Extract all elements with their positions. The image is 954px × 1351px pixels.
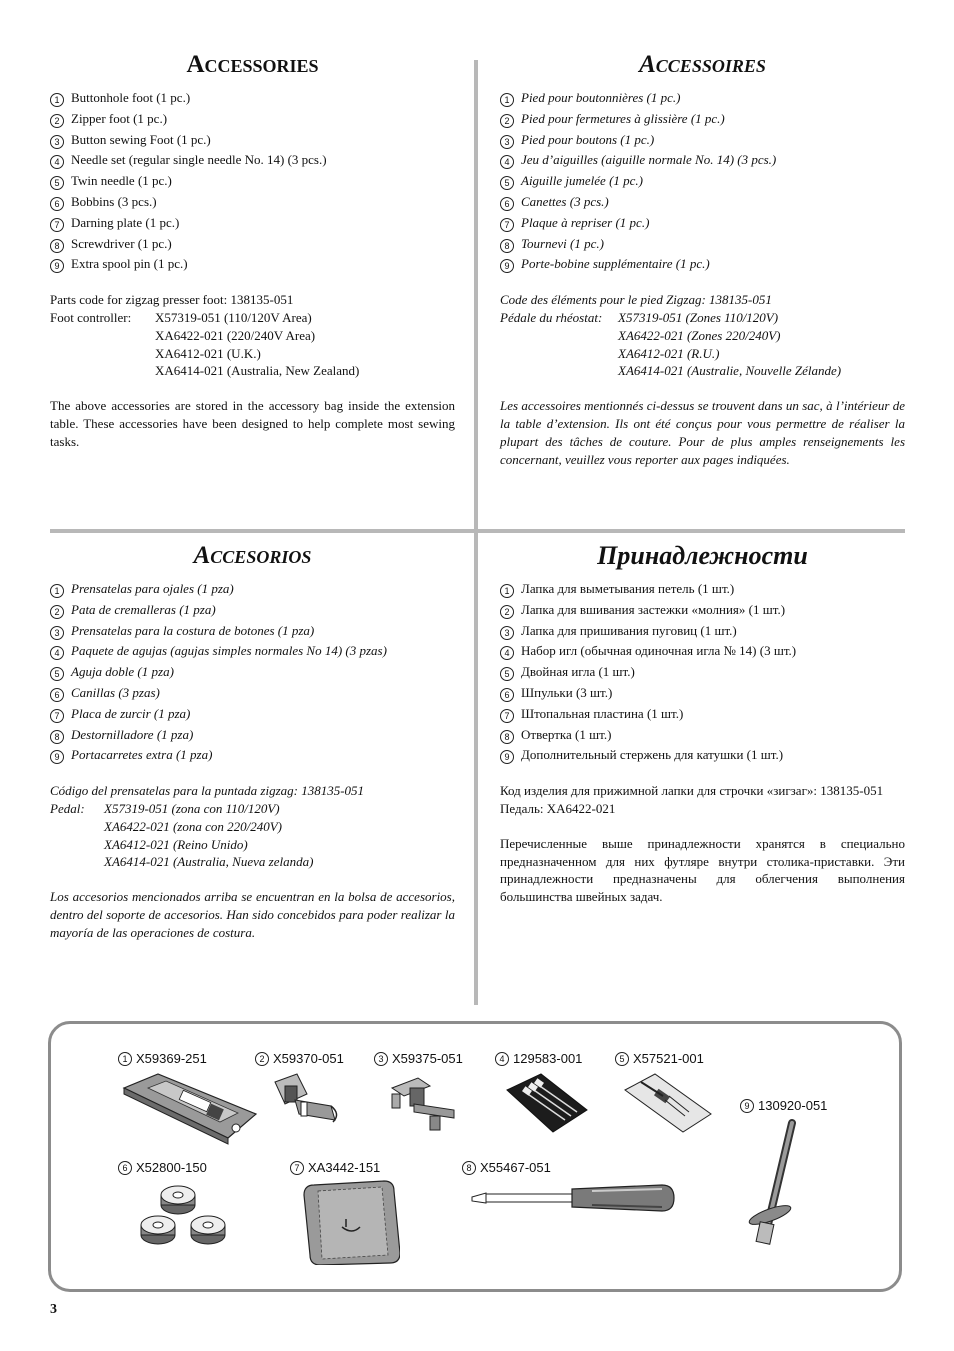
item-number: 9	[500, 259, 514, 273]
list-item: 4 Jeu d’aiguilles (aiguille normale No. 14) (3 pcs.)	[500, 150, 905, 171]
parts-code: Code des éléments pour le pied Zigzag: 138135-051	[500, 292, 772, 308]
part-twin-needle	[615, 1051, 715, 1136]
bobbins-icon	[118, 1175, 238, 1255]
list-item: 9 Portacarretes extra (1 pza)	[50, 745, 455, 766]
list-item: 2 Pied pour fermetures à glissière (1 pc.)	[500, 109, 905, 130]
item-number: 1	[50, 584, 64, 598]
list-item: 3 Prensatelas para la costura de botones (1 pza)	[50, 621, 455, 642]
list-item: 2 Zipper foot (1 pc.)	[50, 109, 455, 130]
list-item: 8 Отвертка (1 шт.)	[500, 725, 905, 746]
part-needle-set	[495, 1051, 595, 1136]
part-number: 1	[118, 1052, 132, 1066]
item-number: 9	[50, 259, 64, 273]
foot-code: X57319-051 (zona con 110/120V)	[104, 800, 280, 816]
buttonhole-foot-icon	[118, 1066, 258, 1146]
list-item: 1 Pied pour boutonnières (1 pc.)	[500, 88, 905, 109]
section-title: Accesorios	[193, 542, 312, 569]
part-number: 3	[374, 1052, 388, 1066]
part-bobbins	[118, 1160, 238, 1255]
part-number: 2	[255, 1052, 269, 1066]
parts-code: Код изделия для прижимной лапки для строчки «зигзаг»: 138135-051	[500, 783, 884, 799]
foot-code: XA6412-021 (U.K.)	[155, 345, 261, 361]
part-number: 5	[615, 1052, 629, 1066]
list-item: 5 Twin needle (1 pc.)	[50, 171, 455, 192]
item-number: 3	[50, 135, 64, 149]
list-item: 3 Лапка для пришивания пуговиц (1 шт.)	[500, 621, 905, 642]
section-spanish	[50, 541, 455, 955]
description: Les accessoires mentionnés ci-dessus se trouvent dans un sac, à l’intérieur de la table d’extension. Ils ont été conçus pour vous permettre de réaliser la plupart des tâches de couture. Pour de plus amples renseignements les concernant, veuillez vous reporter aux pages indiquées.	[500, 398, 905, 467]
part-code: X57521-001	[633, 1051, 704, 1066]
item-number: 8	[500, 730, 514, 744]
twin-needle-icon	[615, 1066, 715, 1136]
list-item: 2 Лапка для вшивания застежки «молния» (1 шт.)	[500, 600, 905, 621]
item-number: 8	[50, 239, 64, 253]
screwdriver-icon	[462, 1175, 682, 1225]
part-screwdriver	[462, 1160, 682, 1225]
foot-code: XA6414-021 (Australia, New Zealand)	[155, 363, 360, 379]
item-number: 6	[50, 197, 64, 211]
accessory-list	[500, 579, 905, 766]
list-item: 3 Pied pour boutons (1 pc.)	[500, 130, 905, 151]
part-code: 130920-051	[758, 1098, 828, 1113]
list-item: 8 Screwdriver (1 pc.)	[50, 234, 455, 255]
list-item: 7 Plaque à repriser (1 pc.)	[500, 213, 905, 234]
part-number: 8	[462, 1161, 476, 1175]
list-item: 9 Extra spool pin (1 pc.)	[50, 254, 455, 275]
part-darning-plate	[290, 1160, 400, 1265]
item-number: 4	[50, 646, 64, 660]
description: Перечисленные выше принадлежности хранятся в специально предназначенном для них футляре внутри столика-приставки. Эти принадлежности предназначены для облегчения выполнения большинства швейных задач.	[500, 835, 905, 905]
accessory-list	[50, 88, 455, 275]
item-number: 1	[500, 93, 514, 107]
list-item: 9 Porte-bobine supplémentaire (1 pc.)	[500, 254, 905, 275]
item-number: 2	[50, 114, 64, 128]
item-number: 8	[50, 730, 64, 744]
list-item: 4 Набор игл (обычная одиночная игла № 14) (3 шт.)	[500, 641, 905, 662]
list-item: 8 Tournevi (1 pc.)	[500, 234, 905, 255]
description: Los accesorios mencionados arriba se encuentran en la bolsa de accesorios, dentro del soporte de accesorios. Han sido concebidos para poder realizar la mayoría de las operaciones de costura.	[50, 889, 455, 940]
part-code: X59370-051	[273, 1051, 344, 1066]
part-codes	[50, 291, 455, 380]
section-french	[500, 50, 905, 481]
item-number: 5	[500, 667, 514, 681]
zipper-foot-icon	[255, 1066, 345, 1136]
item-number: 9	[50, 750, 64, 764]
list-item: 6 Canillas (3 pzas)	[50, 683, 455, 704]
foot-controller-label: Pedal:	[50, 800, 85, 816]
item-number: 7	[500, 218, 514, 232]
list-item: 7 Darning plate (1 pc.)	[50, 213, 455, 234]
part-number: 9	[740, 1099, 754, 1113]
list-item: 3 Button sewing Foot (1 pc.)	[50, 130, 455, 151]
foot-code: XA6414-021 (Australia, Nueva zelanda)	[104, 854, 314, 870]
list-item: 9 Дополнительный стержень для катушки (1 шт.)	[500, 745, 905, 766]
part-codes	[50, 782, 455, 871]
part-number: 6	[118, 1161, 132, 1175]
foot-code: X57319-051 (110/120V Area)	[155, 309, 312, 325]
list-item: 5 Aguja doble (1 pza)	[50, 662, 455, 683]
list-item: 8 Destornilladore (1 pza)	[50, 725, 455, 746]
accessory-list	[500, 88, 905, 275]
page-number: 3	[50, 1302, 57, 1317]
list-item: 4 Needle set (regular single needle No. 14) (3 pcs.)	[50, 150, 455, 171]
foot-code: X57319-051 (Zones 110/120V)	[618, 309, 779, 325]
part-number: 7	[290, 1161, 304, 1175]
item-number: 2	[500, 114, 514, 128]
parts-code: Código del prensatelas para la puntada zigzag: 138135-051	[50, 783, 365, 799]
part-code: X59375-051	[392, 1051, 463, 1066]
part-codes	[500, 782, 905, 818]
item-number: 6	[500, 688, 514, 702]
darning-plate-icon	[290, 1175, 400, 1265]
foot-code: XA6414-021 (Australie, Nouvelle Zélande)	[618, 363, 842, 379]
list-item: 7 Placa de zurcir (1 pza)	[50, 704, 455, 725]
item-number: 1	[50, 93, 64, 107]
item-number: 5	[50, 667, 64, 681]
foot-code: XA6412-021 (R.U.)	[618, 345, 720, 361]
description: The above accessories are stored in the accessory bag inside the extension table. These accessories have been designed to help complete most sewing tasks.	[50, 398, 455, 449]
section-title: Accessories	[186, 51, 319, 78]
item-number: 4	[50, 155, 64, 169]
foot-code: XA6412-021 (Reino Unido)	[104, 836, 248, 852]
item-number: 4	[500, 646, 514, 660]
list-item: 1 Prensatelas para ojales (1 pza)	[50, 579, 455, 600]
item-number: 6	[500, 197, 514, 211]
list-item: 1 Лапка для выметывания петель (1 шт.)	[500, 579, 905, 600]
part-extra-spool-pin	[740, 1098, 827, 1253]
section-russian	[500, 541, 905, 919]
section-title: Accessoires	[639, 51, 766, 78]
foot-controller-label: Foot controller:	[50, 309, 132, 325]
part-codes	[500, 291, 905, 380]
list-item: 6 Шпульки (3 шт.)	[500, 683, 905, 704]
parts-code: Parts code for zigzag presser foot: 138135-051	[50, 292, 294, 308]
accessory-list	[50, 579, 455, 766]
item-number: 7	[500, 709, 514, 723]
foot-code: XA6422-021 (zona con 220/240V)	[104, 818, 283, 834]
item-number: 3	[50, 626, 64, 640]
part-zipper-foot	[255, 1051, 345, 1136]
list-item: 2 Pata de cremalleras (1 pza)	[50, 600, 455, 621]
section-title: Принадлежности	[597, 541, 808, 570]
item-number: 2	[500, 605, 514, 619]
foot-code: XA6422-021 (Zones 220/240V)	[618, 327, 781, 343]
list-item: 5 Двойная игла (1 шт.)	[500, 662, 905, 683]
list-item: 7 Штопальная пластина (1 шт.)	[500, 704, 905, 725]
foot-controller-label: Pédale du rhéostat:	[500, 309, 603, 325]
spool-pin-icon	[740, 1113, 820, 1253]
horizontal-divider	[50, 529, 905, 533]
item-number: 5	[50, 176, 64, 190]
part-code: X52800-150	[136, 1160, 207, 1175]
list-item: 6 Canettes (3 pcs.)	[500, 192, 905, 213]
item-number: 6	[50, 688, 64, 702]
foot-code: XA6422-021 (220/240V Area)	[155, 327, 316, 343]
list-item: 1 Buttonhole foot (1 pc.)	[50, 88, 455, 109]
part-code: X55467-051	[480, 1160, 551, 1175]
item-number: 3	[500, 135, 514, 149]
item-number: 5	[500, 176, 514, 190]
part-button-sewing-foot	[374, 1051, 464, 1136]
item-number: 4	[500, 155, 514, 169]
item-number: 3	[500, 626, 514, 640]
part-number: 4	[495, 1052, 509, 1066]
part-buttonhole-foot	[118, 1051, 258, 1146]
button-sewing-foot-icon	[374, 1066, 464, 1136]
section-english	[50, 50, 455, 464]
part-code: XA3442-151	[308, 1160, 381, 1175]
list-item: 6 Bobbins (3 pcs.)	[50, 192, 455, 213]
list-item: 5 Aiguille jumelée (1 pc.)	[500, 171, 905, 192]
item-number: 7	[50, 218, 64, 232]
item-number: 1	[500, 584, 514, 598]
item-number: 9	[500, 750, 514, 764]
item-number: 2	[50, 605, 64, 619]
part-code: X59369-251	[136, 1051, 207, 1066]
list-item: 4 Paquete de agujas (agujas simples normales No 14) (3 pzas)	[50, 641, 455, 662]
pedal-code: Педаль: XA6422-021	[500, 800, 616, 816]
item-number: 7	[50, 709, 64, 723]
part-code: 129583-001	[513, 1051, 583, 1066]
needle-set-icon	[495, 1066, 595, 1136]
item-number: 8	[500, 239, 514, 253]
